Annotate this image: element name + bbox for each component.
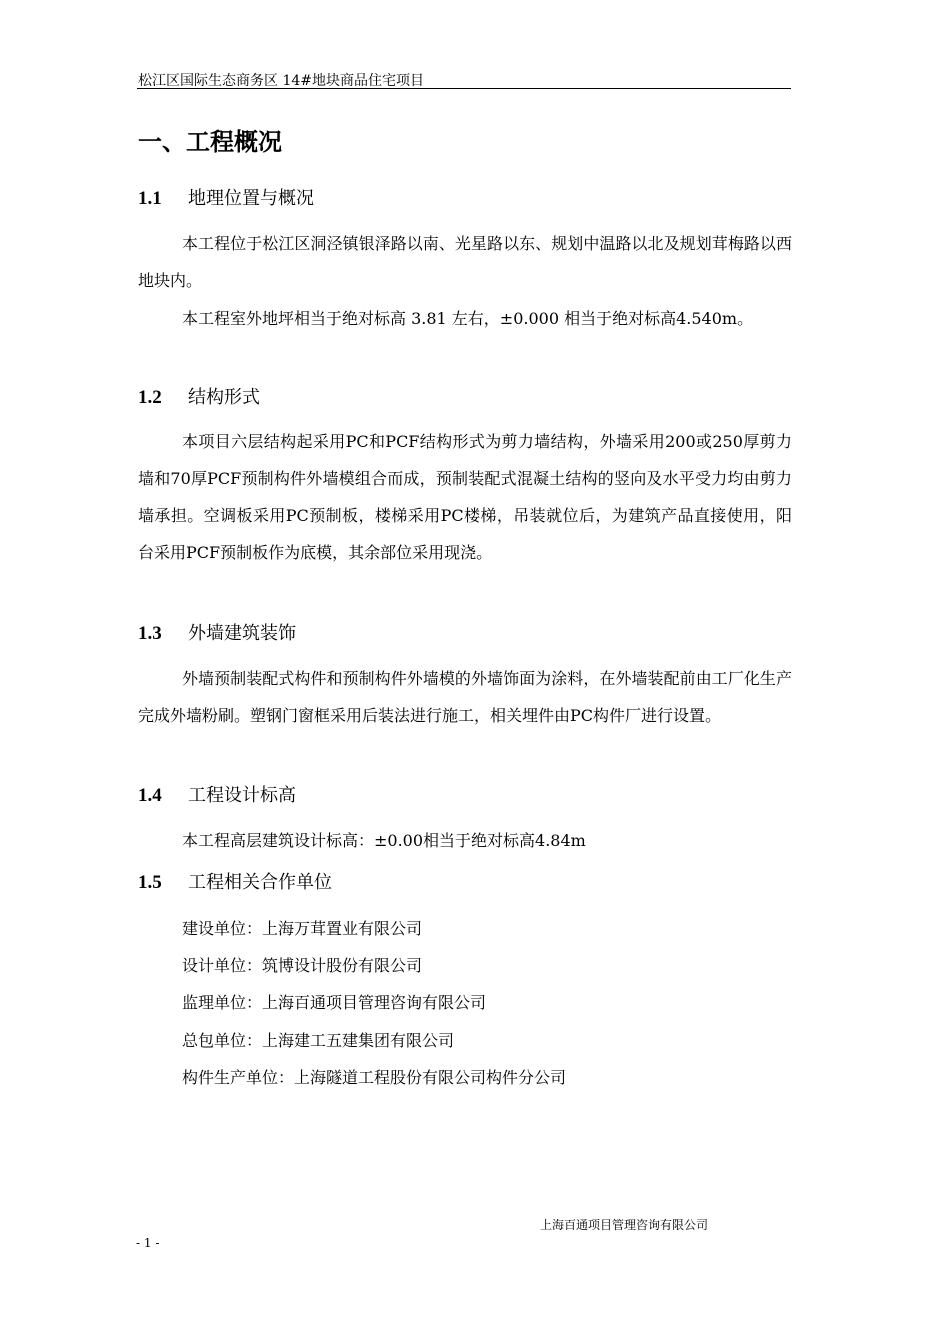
paragraph-elevation: 本工程室外地坪相当于绝对标高 3.81 左右，±0.000 相当于绝对标高4.540m。: [182, 309, 754, 328]
paragraph-structure: 本项目六层结构起采用PC和PCF结构形式为剪力墙结构，外墙采用200或250厚剪力墙和70厚PCF预制构件外墙模组合而成，预制装配式混凝土结构的竖向及水平受力均由剪力墙承担。空调板采用PC预制板，楼梯采用PC楼梯，吊装就位后，为建筑产品直接使用，阳台采用PCF预制板作为底模，其余部位采用现浇。: [138, 432, 792, 562]
heading-text: 工程设计标高: [188, 785, 296, 806]
footer-company: 上海百通项目管理咨询有限公司: [540, 1218, 709, 1232]
page-number: - 1 -: [136, 1236, 160, 1250]
unit-manufacturer: 构件生产单位：上海隧道工程股份有限公司构件分公司: [182, 1068, 567, 1087]
running-header: 松江区国际生态商务区 14#地块商品住宅项目: [138, 73, 424, 89]
heading-number: 1.3: [138, 623, 162, 644]
heading-number: 1.5: [138, 872, 162, 893]
unit-contractor: 总包单位：上海建工五建集团有限公司: [182, 1031, 455, 1050]
heading-1-2: [138, 383, 260, 409]
section-title: 一、工程概况: [138, 128, 282, 156]
unit-owner: 建设单位：上海万茸置业有限公司: [182, 919, 423, 938]
heading-number: 1.4: [138, 785, 162, 806]
heading-1-5: [138, 868, 332, 894]
heading-number: 1.2: [138, 387, 162, 408]
heading-number: 1.1: [138, 188, 162, 209]
heading-1-1: [138, 184, 314, 210]
unit-supervisor: 监理单位：上海百通项目管理咨询有限公司: [182, 993, 487, 1012]
heading-text: 外墙建筑装饰: [188, 623, 296, 644]
heading-text: 结构形式: [188, 387, 260, 408]
paragraph-location: 本工程位于松江区洞泾镇银泽路以南、光星路以东、规划中温路以北及规划茸梅路以西地块内。: [138, 234, 792, 290]
heading-1-3: [138, 619, 296, 645]
heading-1-4: [138, 781, 296, 807]
heading-text: 地理位置与概况: [188, 188, 314, 209]
header-rule: [137, 88, 791, 89]
paragraph-design-elevation: 本工程高层建筑设计标高：±0.00相当于绝对标高4.84m: [182, 831, 586, 850]
heading-text: 工程相关合作单位: [188, 872, 332, 893]
paragraph-facade: 外墙预制装配式构件和预制构件外墙模的外墙饰面为涂料，在外墙装配前由工厂化生产完成外墙粉刷。塑钢门窗框采用后装法进行施工，相关埋件由PC构件厂进行设置。: [138, 669, 792, 725]
unit-designer: 设计单位：筑博设计股份有限公司: [182, 956, 423, 975]
